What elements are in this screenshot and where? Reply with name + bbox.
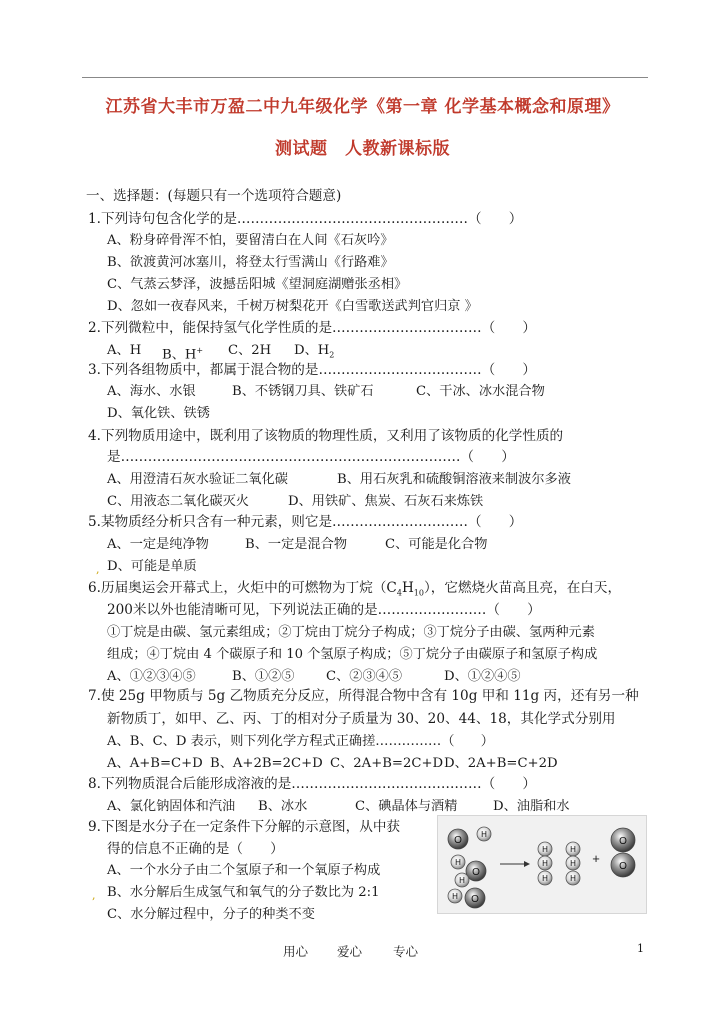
plus-sign: + [592, 851, 600, 866]
question-2-option-d [294, 343, 334, 364]
document-title: 江苏省大丰市万盈二中九年级化学《第一章 化学基本概念和原理》 [105, 97, 620, 117]
water-decomposition-diagram [438, 816, 646, 913]
question-8-option-a: A、氯化钠固体和汽油 [107, 799, 236, 814]
atom-label-h: H [570, 859, 576, 868]
question-7-stem-line3: A、B、C、D 表示，则下列化学方程式正确搓……………（ ） [107, 734, 494, 749]
question-1-option-c: C、气蒸云梦泽，波撼岳阳城《望洞庭湖赠张丞相》 [107, 277, 408, 292]
question-4-option-d: D、用铁矿、焦炭、石灰石来炼铁 [288, 494, 484, 509]
document-subtitle: 测试题 人教新课标版 [275, 139, 450, 159]
question-2-option-b-charge: + [196, 346, 204, 355]
question-3-option-d: D、氧化铁、铁锈 [107, 406, 210, 421]
question-2-option-c: C、2H [228, 343, 272, 358]
question-8-option-d: D、油脂和水 [493, 799, 570, 814]
atom-label-o: O [472, 867, 480, 878]
question-7-option-d: D、2A+B=C+2D [444, 756, 558, 771]
formula-hydrogen: H [401, 580, 414, 596]
pen-mark-icon: , [96, 563, 100, 576]
question-4-option-b: B、用石灰乳和硫酸铜溶液来制波尔多液 [337, 472, 571, 487]
question-1-option-d: D、忽如一夜春风来，千树万树梨花开《白雪歌送武判官归京 》 [107, 299, 478, 314]
question-9-stem-line2: 得的信息不正确的是（ ） [107, 841, 284, 857]
question-2-option-b [162, 343, 203, 363]
question-9-stem-line1: 9.下图是水分子在一定条件下分解的示意图，从中获 [88, 819, 401, 835]
hydrogen-molecule [538, 871, 580, 885]
question-5-option-d: D、可能是单质 [107, 559, 197, 574]
question-4-stem-line1: 4.下列物质用途中，既利用了该物质的物理性质，又利用了该物质的化学性质的 [88, 428, 564, 444]
hydrogen-molecule [566, 842, 580, 870]
question-3-option-a: A、海水、水银 [107, 384, 196, 399]
hydrogen-molecule [538, 842, 552, 870]
question-4-option-a: A、用澄清石灰水验证二氧化碳 [107, 472, 288, 487]
question-5-stem: 5.某物质经分析只含有一种元素，则它是…………………………（ ） [88, 514, 523, 530]
question-6-statement-line1: ①丁烷是由碳、氢元素组成；②丁烷由丁烷分子构成；③丁烷分子由碳、氢两种元素 [107, 625, 595, 640]
question-8-option-b: B、冰水 [258, 799, 308, 814]
question-9-option-a: A、一个水分子由二个氢原子和一个氧原子构成 [107, 863, 381, 878]
question-2-stem: 2.下列微粒中，能保持氢气化学性质的是……………………………（ ） [88, 320, 536, 336]
footer-word-3: 专心 [393, 944, 419, 959]
reaction-arrow-icon [500, 861, 530, 867]
question-2-option-a: A、H [107, 343, 142, 358]
question-7-option-c: C、2A+B=2C+D [330, 756, 444, 771]
question-5-option-a: A、一定是纯净物 [107, 537, 209, 552]
atom-label-h: H [481, 830, 487, 839]
question-2-option-b-text: B、H [162, 347, 197, 363]
formula-subscript-10: 10 [413, 588, 424, 598]
water-molecule [448, 888, 485, 908]
footer-word-2: 爱心 [337, 944, 363, 959]
atom-label-h: H [542, 874, 548, 883]
atom-label-o: O [471, 894, 479, 905]
section-heading: 一、选择题：(每题只有一个选项符合题意) [86, 188, 342, 204]
question-1-option-a: A、粉身碎骨浑不怕，要留清白在人间《石灰吟》 [107, 233, 394, 248]
question-2-option-d-subscript: 2 [329, 350, 335, 360]
question-7-option-b: B、A+2B=2C+D [210, 756, 323, 771]
question-3-option-b: B、不锈钢刀具、铁矿石 [232, 384, 374, 399]
atom-label-h: H [542, 859, 548, 868]
atom-label-h: H [452, 892, 458, 901]
question-5-option-b: B、一定是混合物 [245, 537, 348, 552]
atom-label-h: H [455, 858, 461, 867]
question-7-stem-line1: 7.使 25g 甲物质与 5g 乙物质充分反应，所得混合物中含有 10g 甲和 11g 丙，还有另一种 [88, 688, 639, 704]
water-molecule [451, 855, 486, 887]
question-6-stem-line1-pre: 6.历届奥运会开幕式上，火炬中的可燃物为丁烷（C [88, 580, 397, 596]
question-2-option-d-text: D、H [294, 343, 330, 358]
question-7-stem-line2: 新物质丁，如甲、乙、丙、丁的相对分子质量为 30、20、44、18，其化学式分别用 [107, 711, 616, 727]
question-8-stem: 8.下列物质混合后能形成溶液的是……………………………………（ ） [88, 776, 536, 792]
question-4-stem-line2: 是…………………………………………………………………（ ） [107, 449, 515, 465]
question-6-option-d: D、①②④⑤ [444, 669, 521, 684]
question-6-option-b: B、①②⑤ [232, 669, 295, 684]
atom-label-h: H [542, 845, 548, 854]
water-molecule [448, 827, 491, 849]
footer-word-1: 用心 [283, 944, 309, 959]
question-9-option-b: B、水分解后生成氢气和氧气的分子数比为 2:1 [107, 885, 380, 900]
atom-label-o: O [454, 835, 462, 846]
page-number: 1 [637, 942, 644, 955]
pen-mark-icon: , [92, 889, 96, 902]
question-3-option-c: C、干冰、冰水混合物 [416, 384, 545, 399]
question-6-stem-line2: 200米以外也能清晰可见，下列说法正确的是……………………（ ） [107, 602, 541, 618]
water-decomposition-figure [437, 815, 647, 914]
question-6-option-a: A、①②③④⑤ [107, 669, 196, 684]
question-6-stem-line1-post: ），它燃烧火苗高且亮，在白天， [423, 580, 622, 596]
question-1-stem: 1.下列诗句包含化学的是……………………………………………（ ） [88, 211, 523, 227]
question-6-stem-line1 [88, 580, 621, 602]
atom-label-h: H [570, 845, 576, 854]
question-8-option-c: C、碘晶体与酒精 [355, 799, 458, 814]
question-5-option-c: C、可能是化合物 [385, 537, 488, 552]
question-9-option-c: C、水分解过程中，分子的种类不变 [107, 907, 315, 922]
atom-label-o: O [619, 836, 627, 847]
oxygen-molecule [611, 828, 635, 877]
question-4-option-c: C、用液态二氧化碳灭火 [107, 494, 249, 509]
question-7-option-a: A、A+B=C+D [107, 756, 203, 771]
atom-label-h: H [459, 876, 465, 885]
atom-label-h: H [570, 874, 576, 883]
question-6-statement-line2: 组成；④丁烷由 4 个碳原子和 10 个氢原子构成；⑤丁烷分子由碳原子和氢原子构成 [107, 647, 598, 662]
atom-label-o: O [619, 861, 627, 872]
question-3-stem: 3.下列各组物质中，都属于混合物的是………………………………（ ） [88, 362, 536, 378]
question-6-option-c: C、②③④⑤ [326, 669, 403, 684]
header-rule [82, 77, 648, 78]
formula-subscript-4: 4 [396, 588, 402, 598]
question-1-option-b: B、欲渡黄河冰塞川，将登太行雪满山《行路难》 [107, 255, 394, 270]
